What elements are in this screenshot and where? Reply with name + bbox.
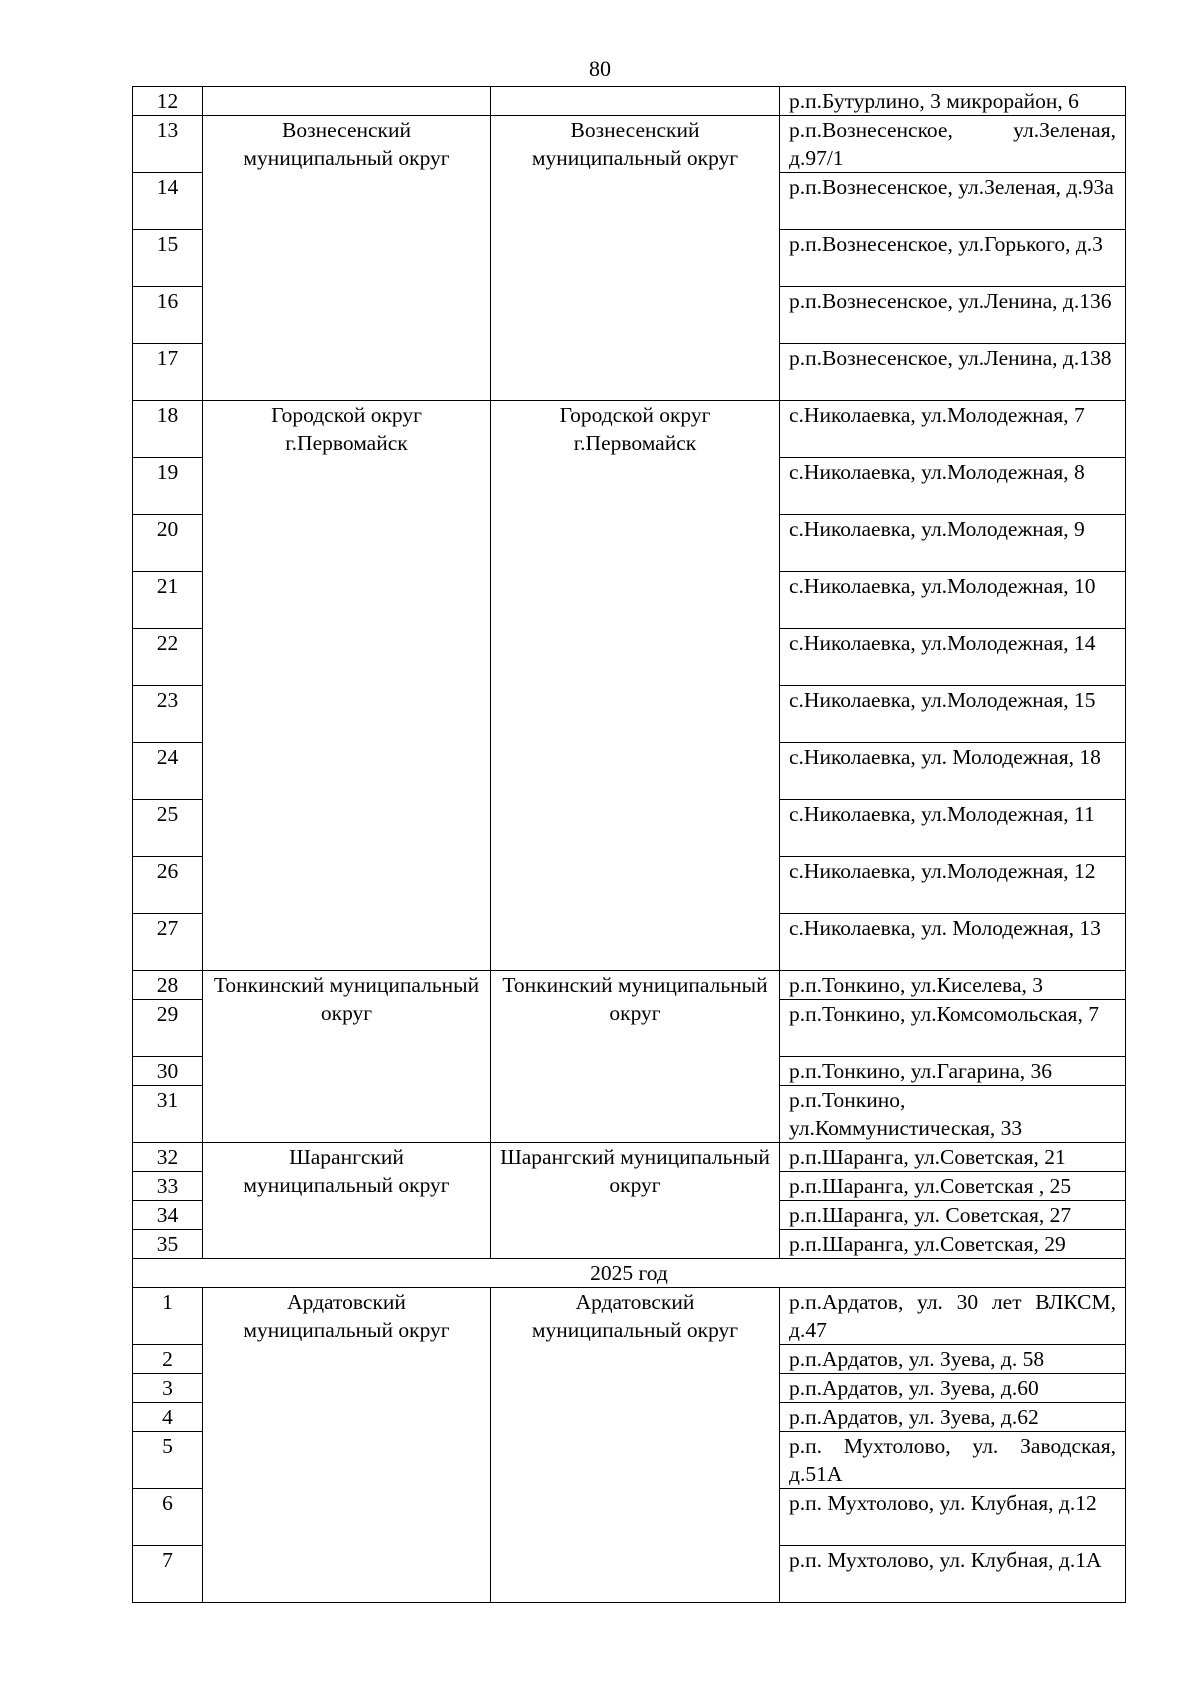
table-row <box>133 116 1126 173</box>
address-cell: р.п.Вознесенское, ул.Горького, д.3 <box>780 230 1126 287</box>
address-cell: р.п.Шаранга, ул. Советская, 27 <box>780 1201 1126 1230</box>
table-row <box>133 1288 1126 1345</box>
row-number: 14 <box>133 173 203 230</box>
row-number: 22 <box>133 629 203 686</box>
district-name: Вознесенский муниципальный округ <box>491 116 780 401</box>
district-name <box>491 87 780 116</box>
row-number: 18 <box>133 401 203 458</box>
address-cell: р.п.Тонкино, ул.Коммунистическая, 33 <box>780 1086 1126 1143</box>
address-cell: р.п.Тонкино, ул.Гагарина, 36 <box>780 1057 1126 1086</box>
row-number: 23 <box>133 686 203 743</box>
district-name: Городской округ г.Первомайск <box>491 401 780 971</box>
page-number: 80 <box>589 56 611 81</box>
row-number: 4 <box>133 1403 203 1432</box>
address-cell: р.п. Мухтолово, ул. Заводская, д.51А <box>780 1432 1126 1489</box>
row-number: 26 <box>133 857 203 914</box>
address-cell: с.Николаевка, ул.Молодежная, 12 <box>780 857 1126 914</box>
row-number: 21 <box>133 572 203 629</box>
address-cell: с.Николаевка, ул.Молодежная, 15 <box>780 686 1126 743</box>
address-cell: с.Николаевка, ул. Молодежная, 13 <box>780 914 1126 971</box>
address-cell: р.п.Ардатов, ул. Зуева, д.60 <box>780 1374 1126 1403</box>
row-number: 34 <box>133 1201 203 1230</box>
municipality-name: Ардатовский муниципальный округ <box>203 1288 491 1603</box>
address-cell: с.Николаевка, ул.Молодежная, 7 <box>780 401 1126 458</box>
address-cell: р.п.Вознесенское, ул.Зеленая, д.93а <box>780 173 1126 230</box>
table-row <box>133 1143 1126 1172</box>
address-cell: р.п.Шаранга, ул.Советская , 25 <box>780 1172 1126 1201</box>
address-cell: с.Николаевка, ул.Молодежная, 14 <box>780 629 1126 686</box>
municipality-name: Городской округ г.Первомайск <box>203 401 491 971</box>
row-number: 12 <box>133 87 203 116</box>
address-cell: с.Николаевка, ул. Молодежная, 18 <box>780 743 1126 800</box>
address-cell: р.п.Вознесенское, ул.Ленина, д.136 <box>780 287 1126 344</box>
municipality-name: Вознесенский муниципальный округ <box>203 116 491 401</box>
address-cell: р.п. Мухтолово, ул. Клубная, д.12 <box>780 1489 1126 1546</box>
address-cell: р.п.Вознесенское, ул.Ленина, д.138 <box>780 344 1126 401</box>
row-number: 16 <box>133 287 203 344</box>
address-cell: р.п.Шаранга, ул.Советская, 29 <box>780 1230 1126 1259</box>
address-cell: р.п.Бутурлино, 3 микрорайон, 6 <box>780 87 1126 116</box>
address-cell: р.п. Мухтолово, ул. Клубная, д.1А <box>780 1546 1126 1603</box>
address-cell: р.п.Ардатов, ул. Зуева, д. 58 <box>780 1345 1126 1374</box>
table-row <box>133 971 1126 1000</box>
year-header: 2025 год <box>133 1259 1126 1288</box>
address-cell: р.п.Ардатов, ул. 30 лет ВЛКСМ, д.47 <box>780 1288 1126 1345</box>
address-cell: р.п.Тонкино, ул.Киселева, 3 <box>780 971 1126 1000</box>
row-number: 27 <box>133 914 203 971</box>
municipality-name: Тонкинский муниципальный округ <box>203 971 491 1143</box>
address-cell: р.п.Тонкино, ул.Комсомольская, 7 <box>780 1000 1126 1057</box>
row-number: 1 <box>133 1288 203 1345</box>
row-number: 24 <box>133 743 203 800</box>
address-cell: р.п.Шаранга, ул.Советская, 21 <box>780 1143 1126 1172</box>
row-number: 15 <box>133 230 203 287</box>
year-header-row <box>133 1259 1126 1288</box>
district-name: Тонкинский муниципальный округ <box>491 971 780 1143</box>
district-name: Шарангский муниципальный округ <box>491 1143 780 1259</box>
address-cell: р.п.Вознесенское, ул.Зеленая, д.97/1 <box>780 116 1126 173</box>
row-number: 19 <box>133 458 203 515</box>
row-number: 17 <box>133 344 203 401</box>
district-name: Ардатовский муниципальный округ <box>491 1288 780 1603</box>
row-number: 25 <box>133 800 203 857</box>
row-number: 13 <box>133 116 203 173</box>
row-number: 2 <box>133 1345 203 1374</box>
row-number: 31 <box>133 1086 203 1143</box>
address-cell: р.п.Ардатов, ул. Зуева, д.62 <box>780 1403 1126 1432</box>
row-number: 33 <box>133 1172 203 1201</box>
address-table <box>132 86 1126 1603</box>
address-cell: с.Николаевка, ул.Молодежная, 10 <box>780 572 1126 629</box>
row-number: 28 <box>133 971 203 1000</box>
row-number: 30 <box>133 1057 203 1086</box>
row-number: 3 <box>133 1374 203 1403</box>
address-cell: с.Николаевка, ул.Молодежная, 8 <box>780 458 1126 515</box>
row-number: 20 <box>133 515 203 572</box>
row-number: 32 <box>133 1143 203 1172</box>
municipality-name: Шарангский муниципальный округ <box>203 1143 491 1259</box>
row-number: 29 <box>133 1000 203 1057</box>
row-number: 6 <box>133 1489 203 1546</box>
municipality-name <box>203 87 491 116</box>
table-row <box>133 87 1126 116</box>
row-number: 35 <box>133 1230 203 1259</box>
address-cell: с.Николаевка, ул.Молодежная, 11 <box>780 800 1126 857</box>
address-cell: с.Николаевка, ул.Молодежная, 9 <box>780 515 1126 572</box>
row-number: 5 <box>133 1432 203 1489</box>
row-number: 7 <box>133 1546 203 1603</box>
table-row <box>133 401 1126 458</box>
